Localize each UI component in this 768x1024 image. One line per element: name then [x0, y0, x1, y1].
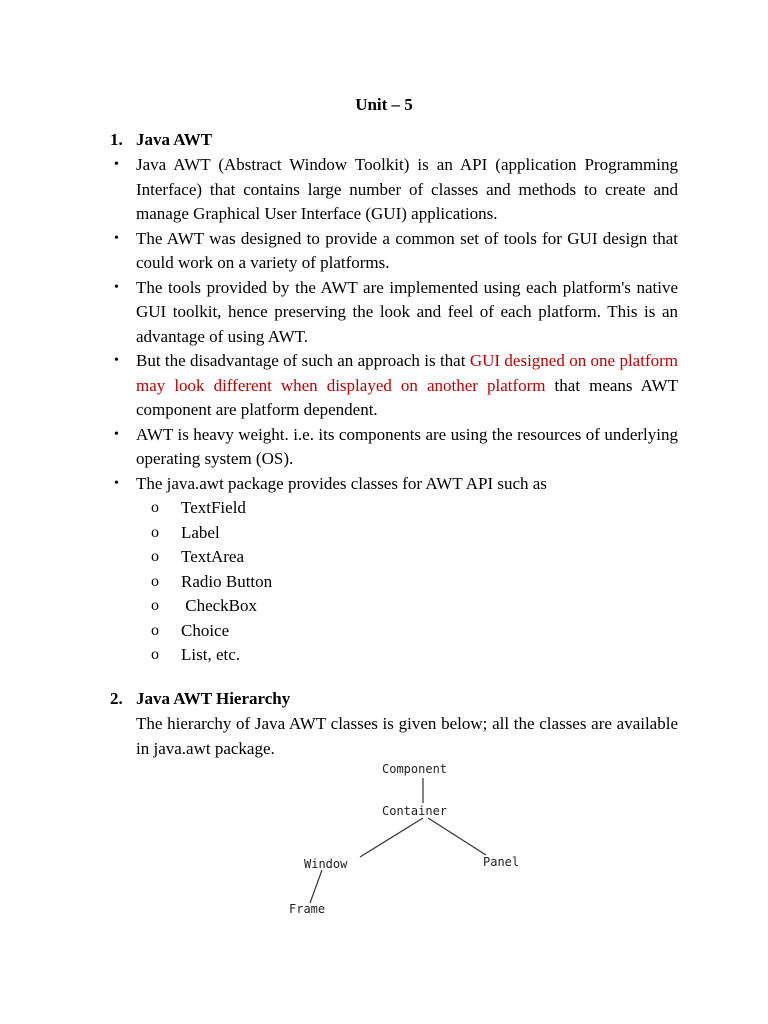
bullet-text: The java.awt package provides classes for AWT API such as	[136, 473, 547, 493]
bullet-icon: •	[114, 426, 119, 442]
section-1-title: Java AWT	[136, 130, 213, 149]
circle-bullet-icon: o	[151, 572, 159, 590]
edge-container-panel	[428, 818, 486, 855]
bullet-text-after: that means AWT component are platform dependent.	[136, 375, 678, 419]
circle-bullet-icon: o	[151, 499, 159, 516]
page-title: Unit – 5	[355, 95, 413, 114]
list-item-label: CheckBox	[181, 596, 258, 615]
bullet-icon: •	[114, 353, 119, 368]
edge-window-frame	[310, 870, 322, 903]
circle-bullet-icon: o	[151, 646, 159, 663]
list-item-label: TextField	[181, 498, 246, 517]
circle-bullet-icon: o	[151, 621, 159, 639]
circle-bullet-icon: o	[151, 548, 159, 565]
node-frame: Frame	[289, 902, 326, 916]
node-window: Window	[304, 857, 348, 871]
bullet-icon: •	[114, 475, 119, 491]
circle-bullet-icon: o	[151, 597, 159, 614]
section-2-paragraph: The hierarchy of Java AWT classes is given below; all the classes are available in java.awt package.	[136, 714, 678, 758]
bullet-text: The tools provided by the AWT are implemented using each platform's native GUI toolkit, hence preserving the look and feel of each platform. This is an advantage of using AWT.	[136, 277, 678, 346]
node-component: Component	[382, 762, 448, 776]
section-2-title: Java AWT Hierarchy	[136, 689, 291, 708]
bullet-text-before: But the disadvantage of such an approach is that	[136, 351, 470, 370]
bullet-text: AWT is heavy weight. i.e. its components are using the resources of underlying operating system (OS).	[136, 424, 678, 468]
section-1-number: 1.	[110, 130, 123, 149]
list-item-label: List, etc.	[181, 645, 241, 664]
bullet-text: Java AWT (Abstract Window Toolkit) is an API (application Programming Interface) that contains large number of classes and methods to create and manage Graphical User Interface (GUI) applications.	[136, 155, 678, 223]
bullet-icon: •	[114, 157, 119, 172]
list-item-label: Choice	[181, 620, 230, 640]
section-2-number: 2.	[110, 689, 123, 708]
node-panel: Panel	[483, 855, 520, 869]
edge-container-window	[360, 818, 423, 857]
bullet-icon: •	[114, 230, 119, 246]
circle-bullet-icon: o	[151, 523, 159, 541]
bullet-icon: •	[114, 279, 119, 295]
list-item-label: Label	[181, 522, 220, 542]
bullet-text: The AWT was designed to provide a common set of tools for GUI design that could work on a variety of platforms.	[136, 228, 678, 272]
list-item-label: TextArea	[181, 547, 244, 566]
node-container: Container	[382, 804, 448, 818]
highlighted-text: GUI designed on one platform may look different when displayed on another platform	[136, 351, 678, 395]
list-item-label: Radio Button	[181, 571, 273, 591]
